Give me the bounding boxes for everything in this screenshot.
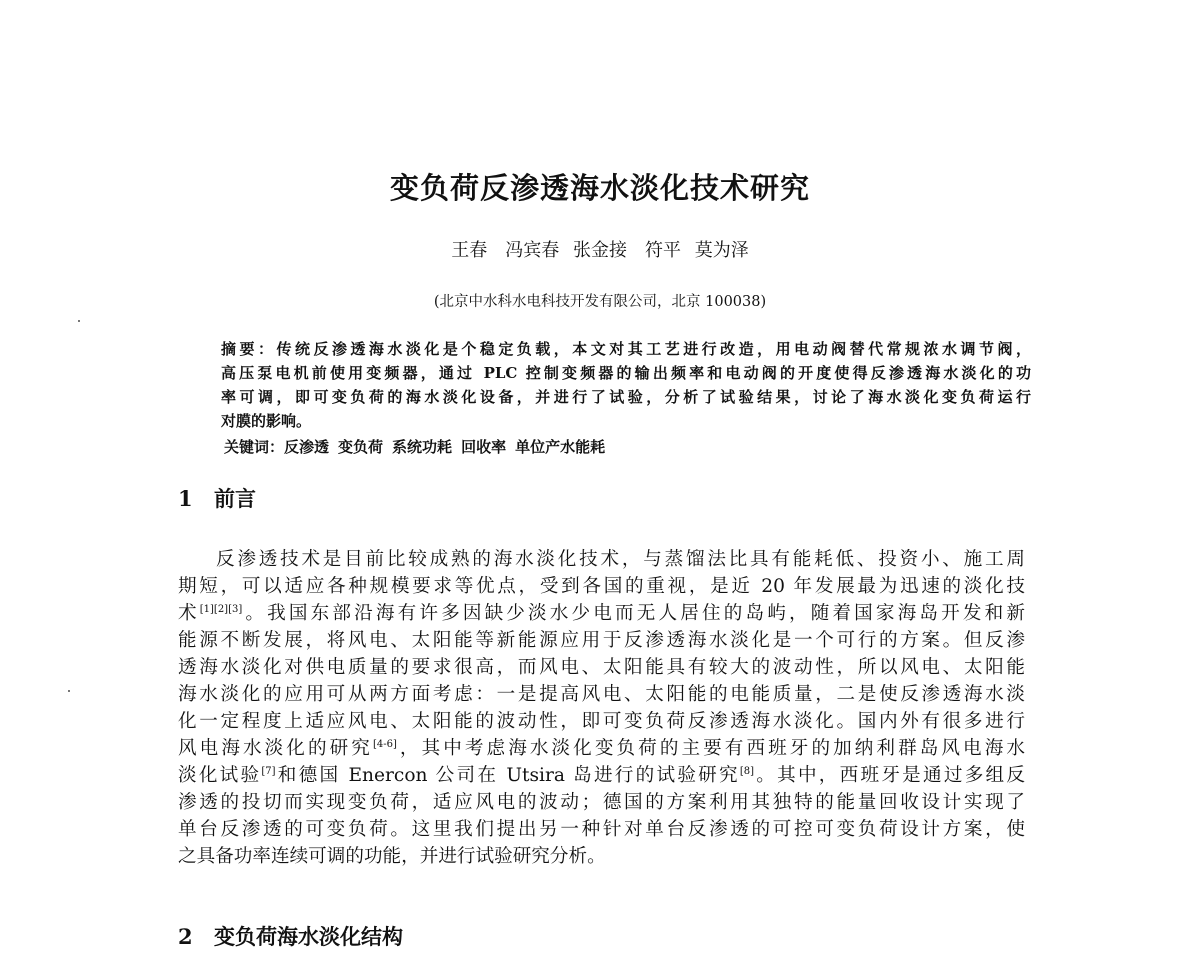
abstract-text: 传统反渗透海水淡化是个稳定负载，本文对其工艺进行改造，用电动阀替代常规浓水调节阀， [276, 340, 1031, 358]
body-line [178, 680, 1025, 706]
section-heading-2 [178, 921, 403, 951]
body-line [178, 734, 1025, 760]
body-line [178, 788, 1025, 814]
body-text: 风电海水淡化的研究 [178, 738, 373, 759]
body-line [178, 653, 1025, 679]
body-text: 海水淡化的应用可从两方面考虑：一是提高风电、太阳能的电能质量，二是使反渗透海水淡 [178, 684, 1025, 705]
authors: 王春 冯宾春 张金接 符平 莫为泽 [451, 240, 749, 261]
abstract-line: 高压泵电机前使用变频器，通过 PLC 控制变频器的输出频率和电动阀的开度使得反渗透海水淡化的功 [221, 364, 1031, 382]
citation: [7] [261, 766, 276, 777]
body-text: 单台反渗透的可变负荷。这里我们提出另一种针对单台反渗透的可控可变负荷设计方案，使 [178, 819, 1025, 840]
citation: [1][2][3] [199, 604, 243, 615]
keyword: 反渗透 [284, 438, 330, 456]
body-line [178, 761, 1025, 787]
section-title: 变负荷海水淡化结构 [214, 924, 403, 949]
body-line [178, 707, 1025, 733]
body-line [178, 842, 1025, 868]
paper-title: 变负荷反渗透海水淡化技术研究 [389, 171, 810, 205]
abstract-line: 对膜的影响。 [221, 412, 312, 430]
keywords [224, 436, 1034, 457]
section-number: 1 [178, 486, 193, 511]
abstract-line: 率可调，即可变负荷的海水淡化设备，并进行了试验，分析了试验结果，讨论了海水淡化变负荷运行 [221, 388, 1031, 406]
body-line [178, 599, 1025, 625]
body-line [178, 626, 1025, 652]
body-text: 渗透的投切而实现变负荷，适应风电的波动；德国的方案利用其独特的能量回收设计实现了 [178, 792, 1025, 813]
affiliation: (北京中水科水电科技开发有限公司，北京 100038) [433, 294, 767, 310]
body-text: 透海水淡化对供电质量的要求很高，而风电、太阳能具有较大的波动性，所以风电、太阳能 [178, 657, 1025, 678]
body-text: 和德国 Enercon 公司在 Utsira 岛进行的试验研究 [275, 765, 740, 786]
keywords-label: 关键词： [224, 438, 285, 456]
body-text: 之具备功率连续可调的功能，并进行试验研究分析。 [178, 846, 606, 867]
section-number: 2 [178, 924, 193, 949]
body-text: 。其中，西班牙是通过多组反 [754, 765, 1025, 786]
abstract-label: 摘要： [221, 340, 277, 358]
keyword: 回收率 [461, 438, 507, 456]
body-text: 淡化试验 [178, 765, 262, 786]
citation: [8] [739, 766, 755, 777]
body-text: 化一定程度上适应风电、太阳能的波动性，即可变负荷反渗透海水淡化。国内外有很多进行 [178, 711, 1025, 732]
keyword: 系统功耗 [392, 438, 453, 456]
citation: [4-6] [372, 739, 397, 750]
scan-speck [68, 690, 70, 692]
body-text: 反渗透技术是目前比较成熟的海水淡化技术，与蒸馏法比具有能耗低、投资小、施工周 [216, 549, 1025, 570]
keyword: 单位产水能耗 [515, 438, 606, 456]
body-text: 能源不断发展，将风电、太阳能等新能源应用于反渗透海水淡化是一个可行的方案。但反渗 [178, 630, 1025, 651]
body-line [178, 545, 1025, 571]
abstract-line [221, 338, 1031, 359]
body-text: 术 [178, 603, 200, 624]
scan-speck [78, 320, 80, 322]
section-heading-1 [178, 483, 256, 513]
body-text: 期短，可以适应各种规模要求等优点，受到各国的重视，是近 20 年发展最为迅速的淡化技 [178, 576, 1025, 597]
keyword: 变负荷 [338, 438, 384, 456]
body-line [178, 815, 1025, 841]
body-line [178, 572, 1025, 598]
section-title: 前言 [214, 486, 256, 511]
body-text: 。我国东部沿海有许多因缺少淡水少电而无人居住的岛屿，随着国家海岛开发和新 [242, 603, 1025, 624]
body-text: ，其中考虑海水淡化变负荷的主要有西班牙的加纳利群岛风电海水 [396, 738, 1025, 759]
